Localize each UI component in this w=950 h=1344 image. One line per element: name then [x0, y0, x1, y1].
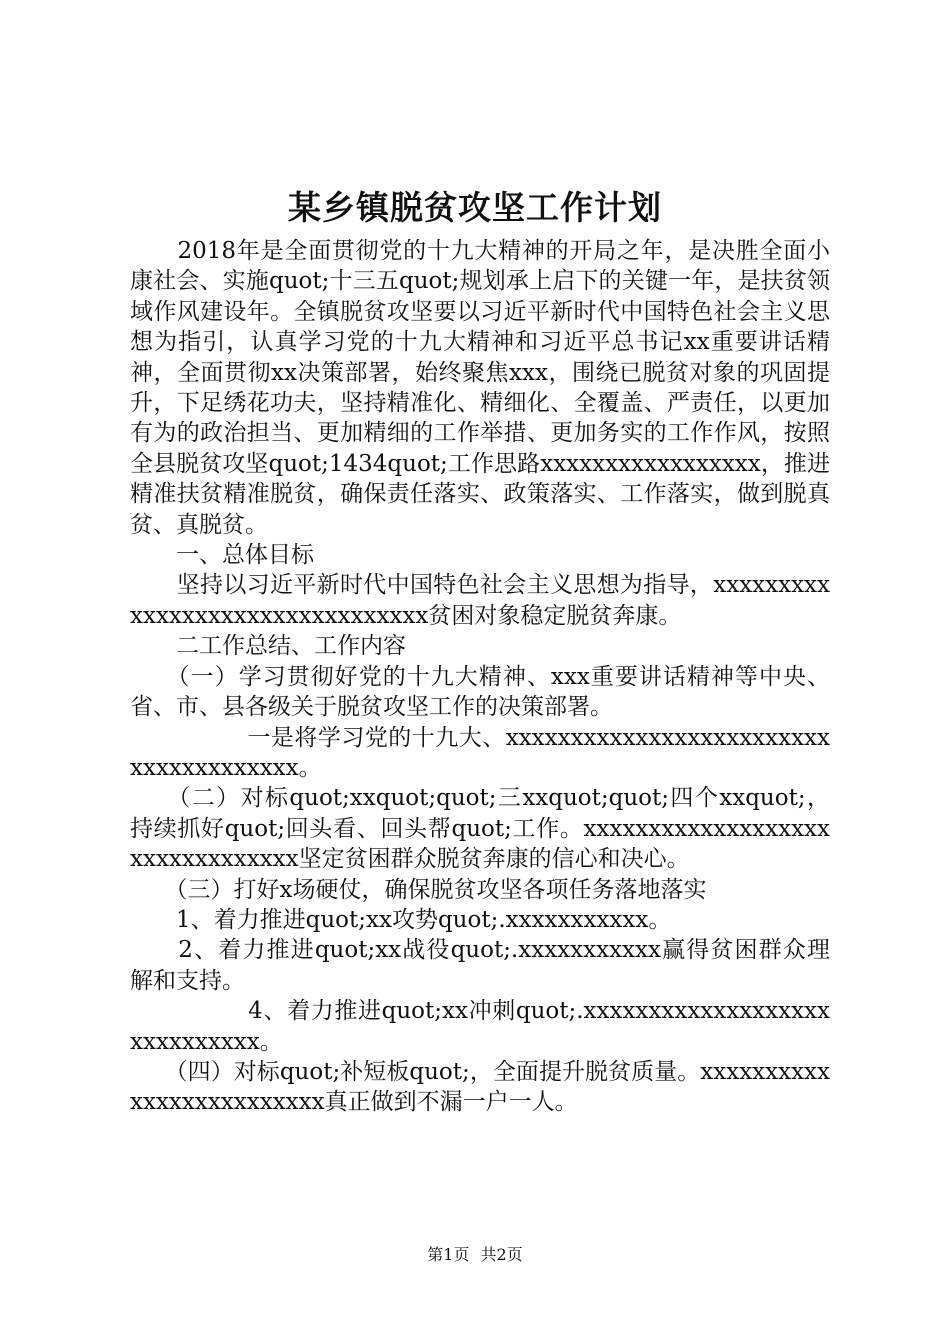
item-3-point-1: 1、着力推进quot;xx攻势quot;.xxxxxxxxxxx。 — [130, 906, 672, 933]
section-heading-work-content: 二工作总结、工作内容 — [130, 633, 406, 660]
page-number: 第1页 — [427, 1245, 470, 1264]
document-body — [130, 236, 830, 1118]
item-1-detail-paragraph: 一是将学习党的十九大、xxxxxxxxxxxxxxxxxxxxxxxxxxxxxxxxxxxxxx。 — [130, 724, 830, 781]
item-2-paragraph: （二）对标quot;xxquot;quot;三xxquot;quot;四个xxquot;，持续抓好quot;回头看、回头帮quot;工作。xxxxxxxxxxxxxxxxxxxxxxxxxxxxxxxx坚定贫困群众脱贫奔康的信心和决心。 — [130, 785, 830, 873]
intro-paragraph: 2018年是全面贯彻党的十九大精神的开局之年，是决胜全面小康社会、实施quot;十三五quot;规划承上启下的关键一年，是扶贫领域作风建设年。全镇脱贫攻坚要以习近平新时代中国特色社会主义思想为指引，认真学习党的十九大精神和习近平总书记xx重要讲话精神，全面贯彻xx决策部署，始终聚焦xxx，围绕已脱贫对象的巩固提升，下足绣花功夫，坚持精准化、精细化、全覆盖、严责任，以更加有为的政治担当、更加精细的工作举措、更加务实的工作作风，按照全县脱贫攻坚quot;1434quot;工作思路xxxxxxxxxxxxxxxxx，推进精准扶贫精准脱贫，确保责任落实、政策落实、工作落实，做到脱真贫、真脱贫。 — [130, 238, 830, 538]
document-title: 某乡镇脱贫攻坚工作计划 — [288, 188, 662, 227]
item-4-paragraph: （四）对标quot;补短板quot;，全面提升脱贫质量。xxxxxxxxxxxxxxxxxxxxxxxxx真正做到不漏一户一人。 — [130, 1058, 830, 1116]
item-3-point-4: 4、着力推进quot;xx冲刺quot;.xxxxxxxxxxxxxxxxxxxxxxxxxxxxx。 — [130, 998, 830, 1055]
section-heading-overall-goal: 一、总体目标 — [130, 542, 314, 569]
item-3-heading: （三）打好x场硬仗，确保脱贫攻坚各项任务落地落实 — [130, 876, 707, 903]
overall-goal-paragraph: 坚持以习近平新时代中国特色社会主义思想为指导，xxxxxxxxxxxxxxxxxxxxxxxxxxxxxxxx贫困对象稳定脱贫奔康。 — [130, 572, 830, 629]
page-total: 共2页 — [480, 1245, 523, 1264]
item-3-point-2: 2、着力推进quot;xx战役quot;.xxxxxxxxxxx赢得贫困群众理解和支持。 — [130, 937, 830, 994]
item-1-paragraph: （一）学习贯彻好党的十九大精神、xxx重要讲话精神等中央、省、市、县各级关于脱贫攻坚工作的决策部署。 — [130, 663, 830, 721]
page-footer — [0, 1244, 950, 1266]
